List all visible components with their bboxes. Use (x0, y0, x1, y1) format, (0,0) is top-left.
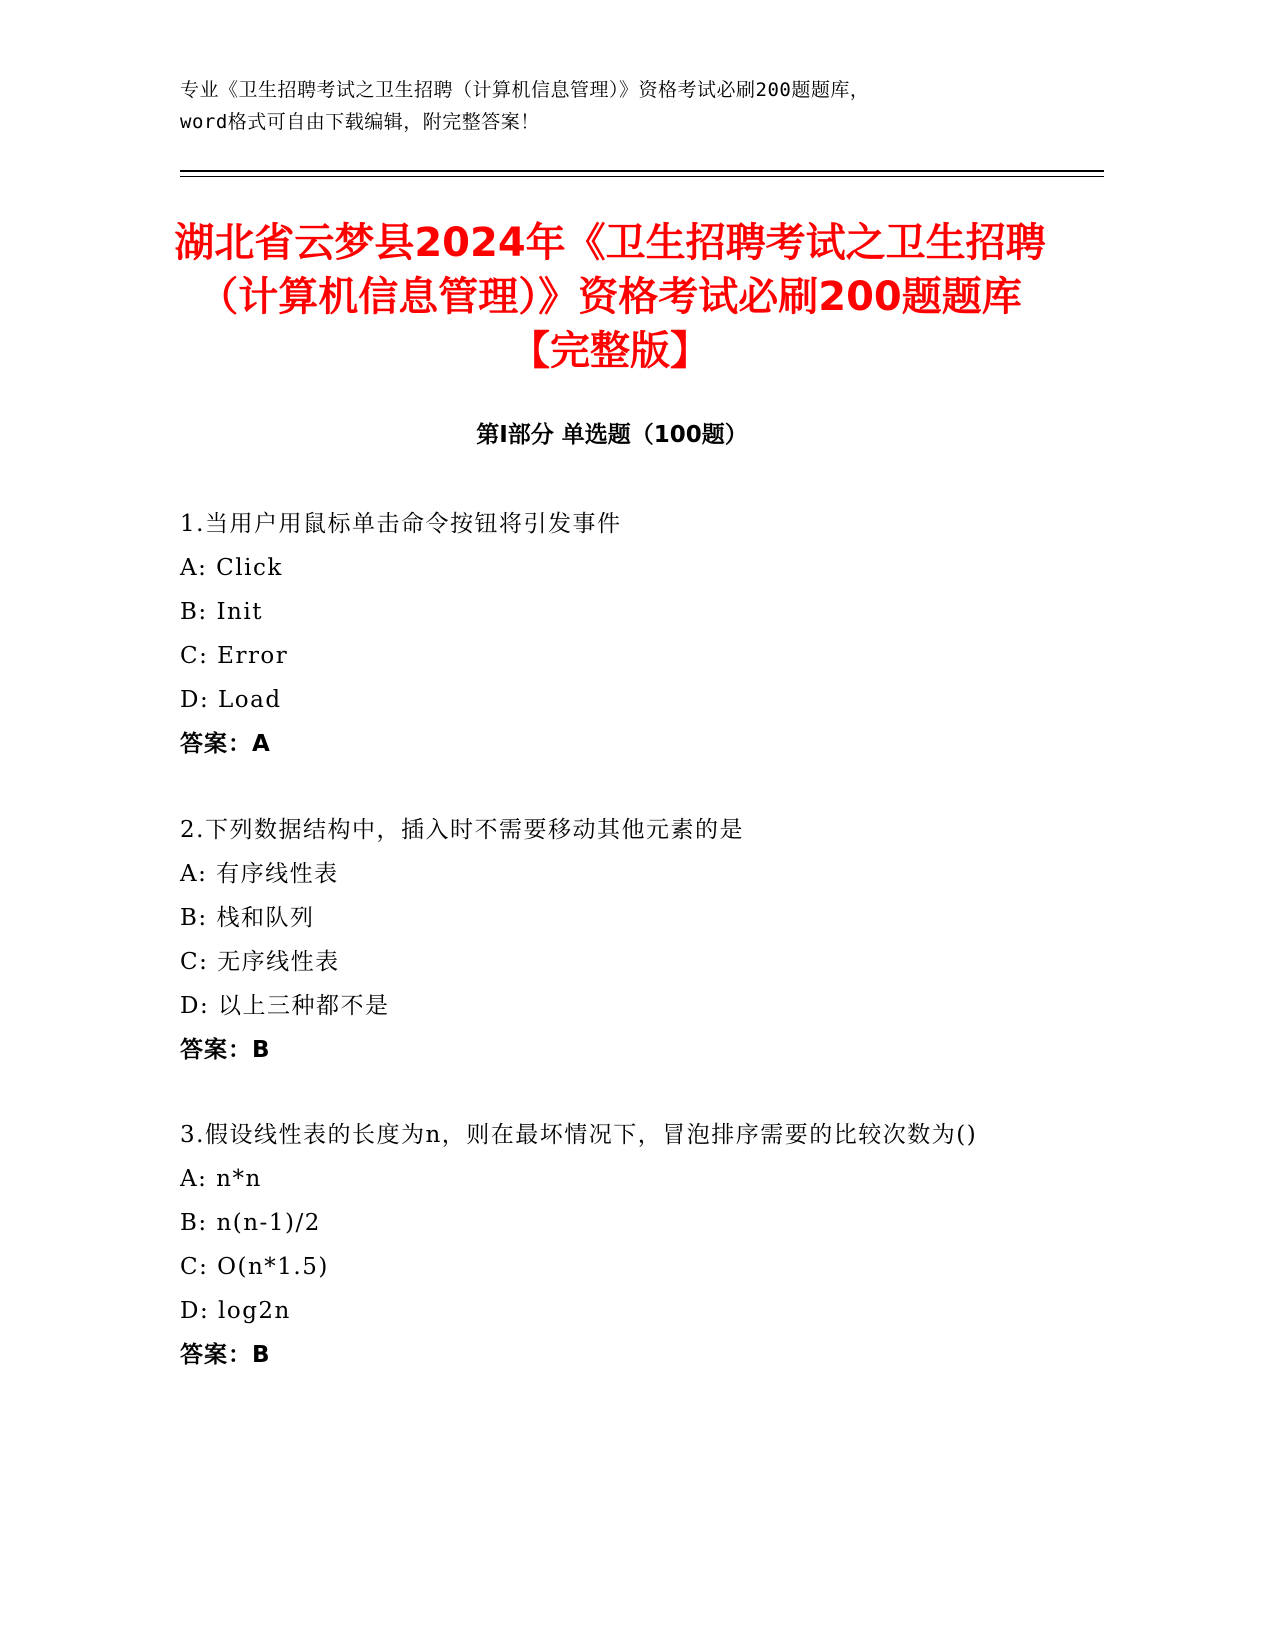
header-divider-thick (180, 170, 1104, 172)
header-note-line-1: 专业《卫生招聘考试之卫生招聘（计算机信息管理）》资格考试必刷200题题库， (180, 79, 870, 101)
answer-line: 答案：B (180, 1037, 271, 1063)
option-d: D: 以上三种都不是 (180, 993, 390, 1019)
option-c: C: O(n*1.5) (180, 1254, 329, 1280)
question-2 (180, 808, 1040, 1072)
option-a: A: 有序线性表 (180, 861, 339, 887)
answer-line: 答案：B (180, 1342, 271, 1368)
header-note-line-2: word格式可自由下载编辑，附完整答案！ (180, 111, 540, 133)
question-1 (180, 502, 1040, 766)
header-note (180, 74, 1100, 138)
question-3 (180, 1113, 1040, 1377)
document-title: 湖北省云梦县2024年《卫生招聘考试之卫生招聘（计算机信息管理）》资格考试必刷200题题库【完整版】 (174, 220, 1046, 374)
option-b: B: Init (180, 599, 263, 625)
section-title: 第Ⅰ部分 单选题（100题） (476, 422, 748, 448)
question-stem: 1.当用户用鼠标单击命令按钮将引发事件 (180, 511, 622, 537)
option-b: B: n(n-1)/2 (180, 1210, 321, 1236)
option-b: B: 栈和队列 (180, 905, 315, 931)
question-stem: 3.假设线性表的长度为n，则在最坏情况下，冒泡排序需要的比较次数为() (180, 1122, 978, 1148)
answer-line: 答案：A (180, 731, 271, 757)
option-a: A: Click (180, 555, 283, 581)
option-c: C: Error (180, 643, 289, 669)
question-stem: 2.下列数据结构中，插入时不需要移动其他元素的是 (180, 817, 744, 843)
option-d: D: Load (180, 687, 282, 713)
option-c: C: 无序线性表 (180, 949, 340, 975)
option-d: D: log2n (180, 1298, 291, 1324)
option-a: A: n*n (180, 1166, 262, 1192)
header-divider-thin (180, 176, 1104, 177)
